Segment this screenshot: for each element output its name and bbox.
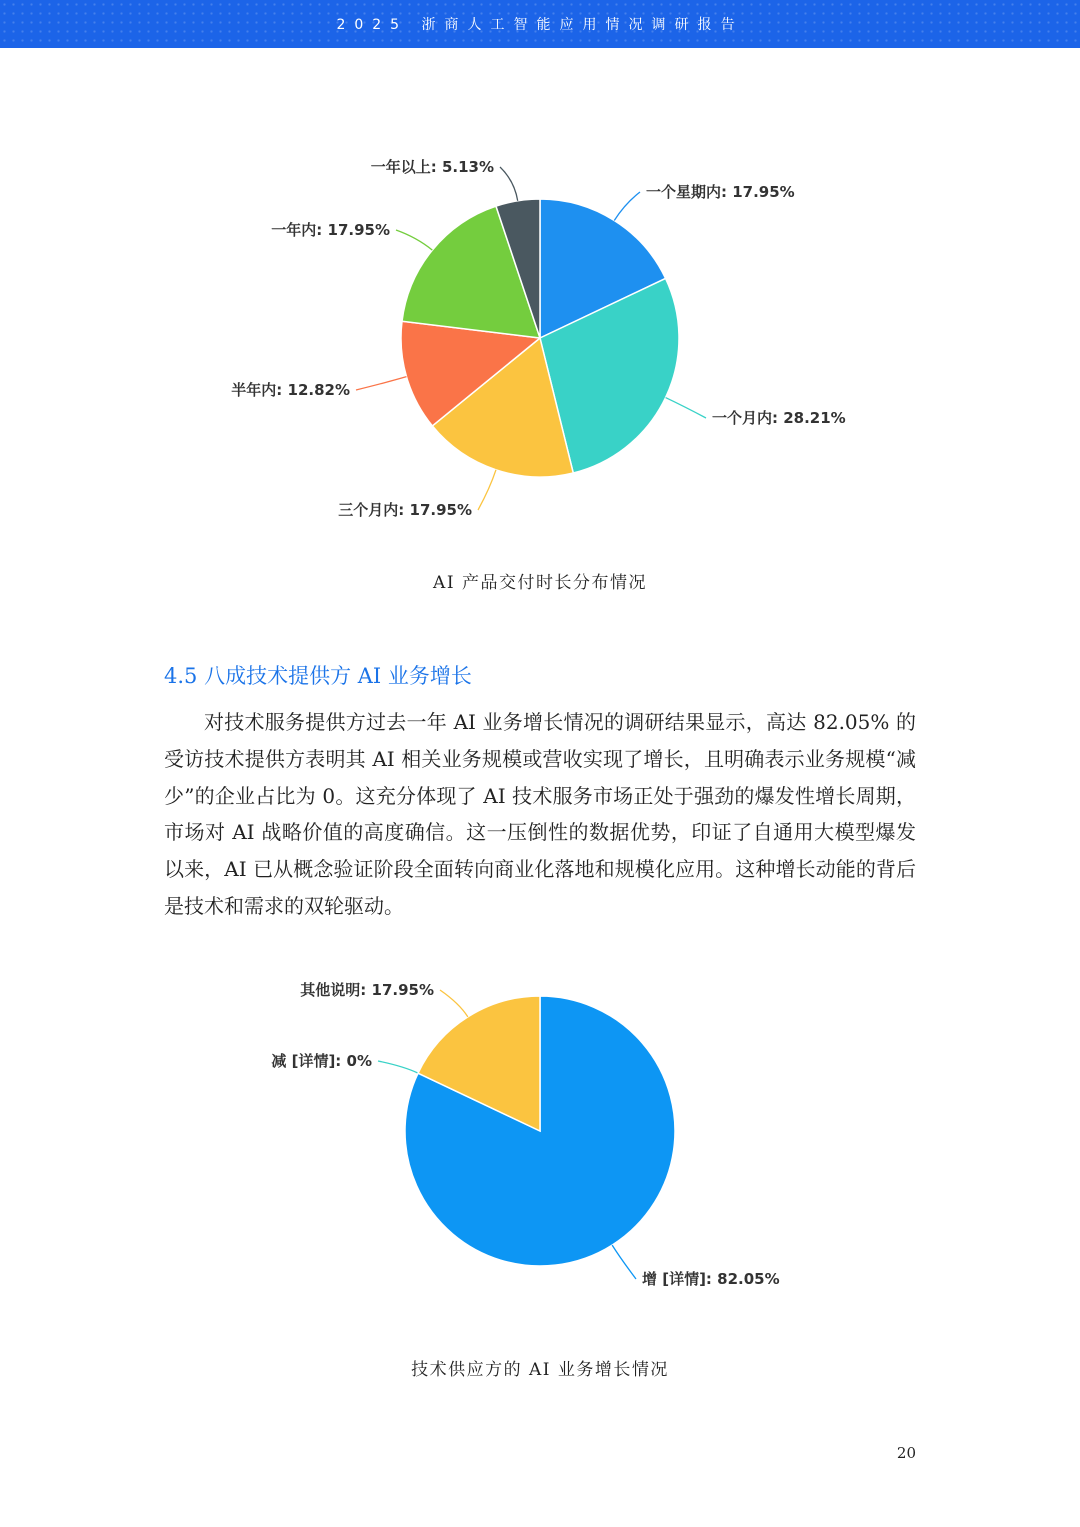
chart1-leader-0 <box>614 192 640 221</box>
section-heading: 4.5 八成技术提供方 AI 业务增长 <box>164 664 472 688</box>
delivery-time-pie-chart <box>0 120 1080 680</box>
chart1-label-一年以上: 一年以上: 5.13% <box>370 158 494 176</box>
chart1-label-一个星期内: 一个星期内: 17.95% <box>646 183 795 201</box>
body-paragraph: 对技术服务提供方过去一年 AI 业务增长情况的调研结果显示，高达 82.05% 的受访技术提供方表明其 AI 相关业务规模或营收实现了增长，且明确表示业务规模“减少”的企业占比为 0。这充分体现了 AI 技术服务市场正处于强劲的爆发性增长周期，市场对 AI 战略价值的高度确信。这一压倒性的数据优势，印证了自通用大模型爆发以来，AI 已从概念验证阶段全面转向商业化落地和规模化应用。这种增长动能的背后是技术和需求的双轮驱动。 <box>164 710 916 918</box>
chart2-leader-1 <box>378 1061 418 1073</box>
chart1-label-一个月内: 一个月内: 28.21% <box>712 409 846 427</box>
chart2-leader-0 <box>612 1245 636 1279</box>
chart2-label-减-详情: 减 [详情]: 0% <box>271 1052 372 1070</box>
chart2-label-其他说明: 其他说明: 17.95% <box>300 981 434 999</box>
chart1-leader-1 <box>666 398 706 418</box>
figure2-caption: 技术供应方的 AI 业务增长情况 <box>411 1360 669 1380</box>
chart1-leader-4 <box>396 230 432 250</box>
page-number: 20 <box>896 1444 916 1462</box>
chart2-label-增-详情: 增 [详情]: 82.05% <box>642 1270 780 1288</box>
chart1-leader-2 <box>478 470 496 510</box>
chart1-label-一年内: 一年内: 17.95% <box>271 221 390 239</box>
report-header-bar <box>0 0 1080 48</box>
chart1-label-半年内: 半年内: 12.82% <box>231 381 350 399</box>
business-growth-pie-chart <box>0 960 1080 1340</box>
chart1-leader-5 <box>500 167 518 201</box>
figure1-caption: AI 产品交付时长分布情况 <box>433 573 647 593</box>
chart2-leader-2 <box>440 990 468 1017</box>
report-header-title: 2025 浙商人工智能应用情况调研报告 <box>336 17 744 33</box>
chart1-label-三个月内: 三个月内: 17.95% <box>338 501 472 519</box>
chart1-leader-3 <box>356 377 406 390</box>
